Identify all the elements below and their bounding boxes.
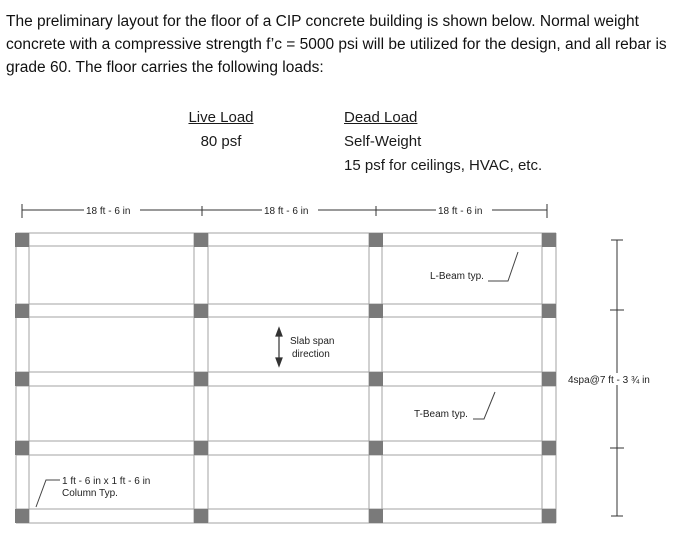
live-load-value: 80 psf <box>200 133 242 150</box>
column <box>194 372 208 386</box>
t-beam-label: T-Beam typ. <box>414 409 468 420</box>
column <box>542 233 556 247</box>
column <box>15 509 29 523</box>
live-load-heading: Live Load <box>188 109 254 126</box>
dead-load-self-weight: Self-Weight <box>344 133 422 150</box>
slab-span-label-1: Slab span <box>290 336 335 347</box>
bay-dim-1: 18 ft - 6 in <box>86 206 131 217</box>
column-leader <box>36 480 60 507</box>
column <box>15 233 29 247</box>
spacing-label: 4spa@7 ft - 3 ¾ in <box>568 375 650 386</box>
column <box>542 441 556 455</box>
column <box>369 304 383 318</box>
slab-span-label-2: direction <box>292 349 330 360</box>
slab-span-arrow <box>276 328 282 366</box>
l-beam-label: L-Beam typ. <box>430 271 484 282</box>
column <box>369 441 383 455</box>
column <box>542 304 556 318</box>
column <box>194 233 208 247</box>
bay-dim-2: 18 ft - 6 in <box>264 206 309 217</box>
dead-load-superimposed: 15 psf for ceilings, HVAC, etc. <box>344 157 543 174</box>
bay-dim-3: 18 ft - 6 in <box>438 206 483 217</box>
column-label-2: Column Typ. <box>62 488 118 499</box>
column <box>369 233 383 247</box>
l-beam-leader <box>488 252 518 281</box>
column <box>369 509 383 523</box>
column <box>194 304 208 318</box>
column <box>542 509 556 523</box>
column <box>15 372 29 386</box>
column <box>15 441 29 455</box>
column <box>542 372 556 386</box>
column <box>194 441 208 455</box>
column <box>15 304 29 318</box>
t-beam-leader <box>473 392 495 419</box>
column-label-1: 1 ft - 6 in x 1 ft - 6 in <box>62 476 151 487</box>
dead-load-heading: Dead Load <box>344 109 418 126</box>
problem-statement: The preliminary layout for the floor of a CIP concrete building is shown below. Normal weight concrete with a compressive strength f’c = 5000 psi will be utilized for the design, and all rebar is grade 60. The floor carries the following loads: <box>6 13 667 76</box>
column <box>369 372 383 386</box>
column <box>194 509 208 523</box>
